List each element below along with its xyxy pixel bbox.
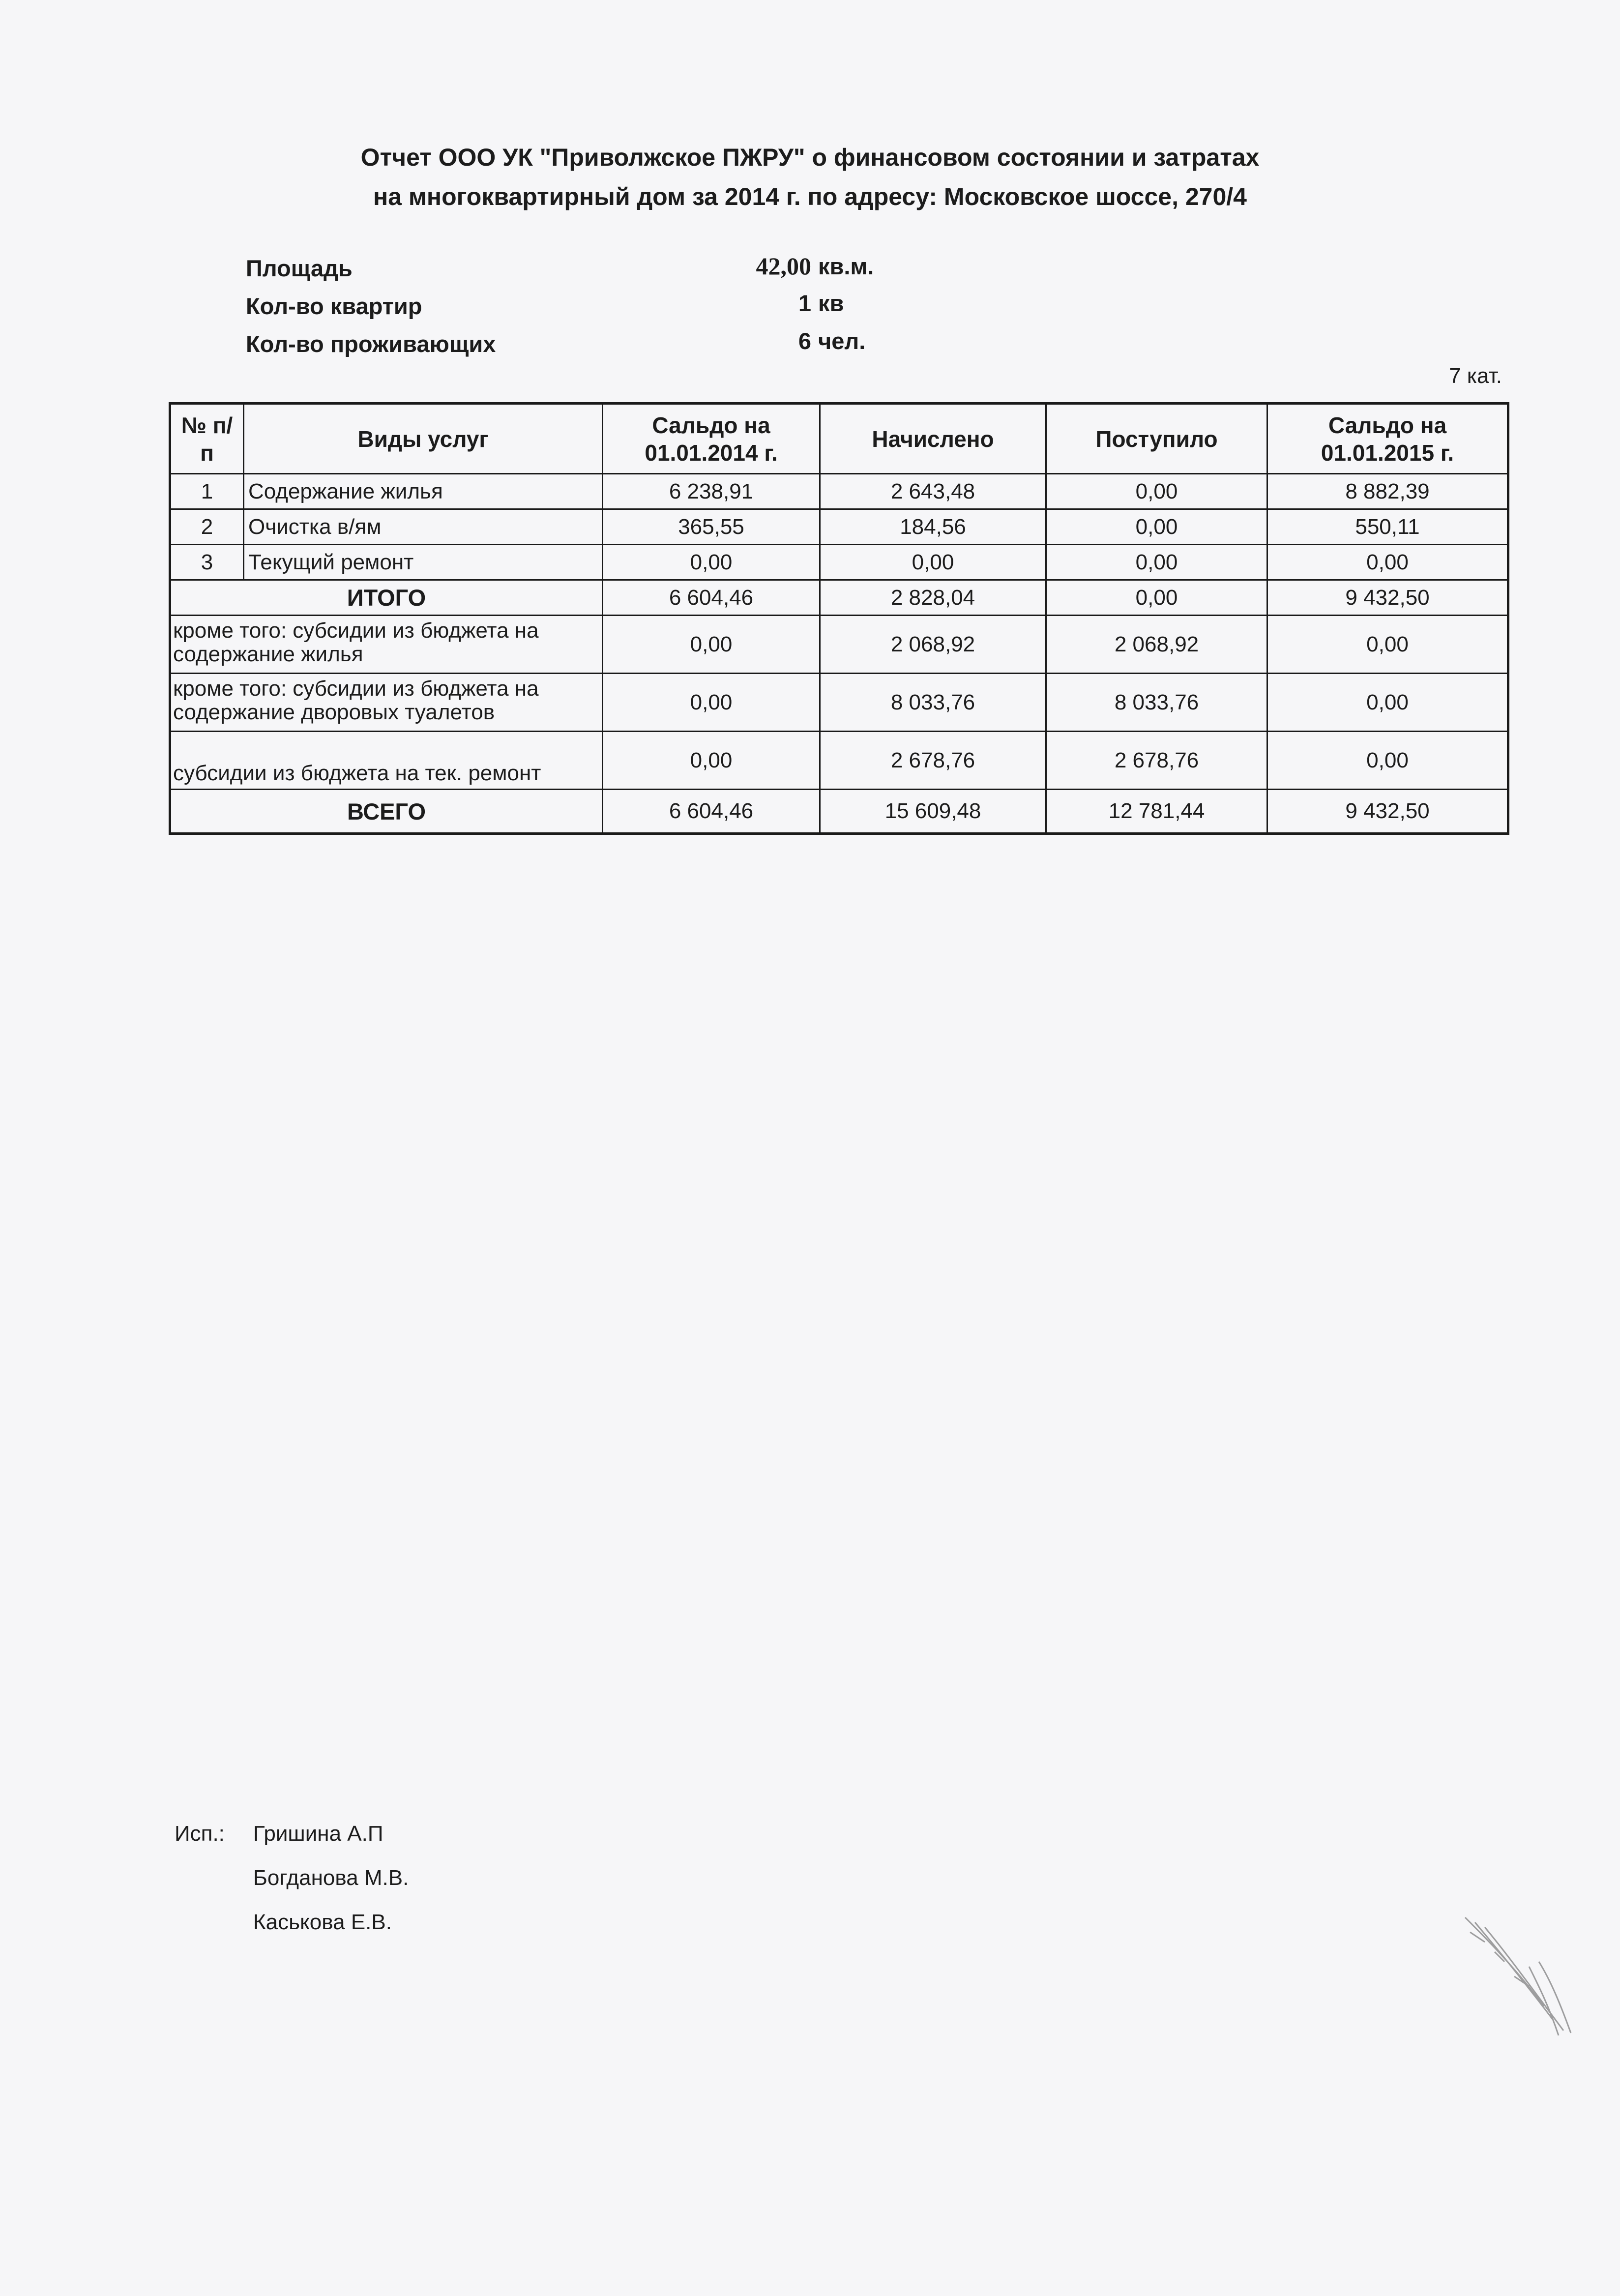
info-unit: кв.м. — [818, 253, 874, 279]
cell-received: 0,00 — [1046, 474, 1267, 509]
cell-service: Очистка в/ям — [244, 509, 603, 545]
report-title-line-1: Отчет ООО УК "Приволжское ПЖРУ" о финансовом состоянии и затратах — [360, 144, 1260, 171]
info-label: Площадь — [246, 255, 353, 281]
table-row — [170, 545, 1508, 580]
cell-num: 1 — [170, 474, 244, 509]
cell-charged: 2 678,76 — [820, 732, 1046, 790]
building-info — [246, 252, 934, 368]
subsidy-row — [170, 616, 1508, 674]
info-label: Кол-во проживающих — [246, 331, 496, 357]
signers-label: Исп.: — [175, 1822, 225, 1846]
cell-balance-start: 0,00 — [603, 674, 820, 732]
info-value: 1 — [798, 290, 811, 316]
ink-smudge — [1455, 1908, 1603, 2055]
grand-total-label: ВСЕГО — [170, 790, 603, 834]
cell-balance-end: 0,00 — [1267, 674, 1508, 732]
report-title-line-2: на многоквартирный дом за 2014 г. по адресу: Московское шоссе, 270/4 — [373, 183, 1247, 210]
report-title — [0, 138, 1620, 216]
signer-name: Каськова Е.В. — [253, 1910, 392, 1934]
cell-service: Содержание жилья — [244, 474, 603, 509]
info-unit: кв — [818, 290, 844, 316]
cell-charged: 184,56 — [820, 509, 1046, 545]
info-row-area — [246, 252, 934, 293]
cell-num: 2 — [170, 509, 244, 545]
info-row-apartments — [246, 290, 934, 330]
cell-subsidy-name: кроме того: субсидии из бюджета на содержание жилья — [170, 616, 603, 674]
cell-balance-start: 0,00 — [603, 545, 820, 580]
header-balance-start: Сальдо на 01.01.2014 г. — [603, 404, 820, 474]
table-row — [170, 509, 1508, 545]
table-row — [170, 474, 1508, 509]
cell-received: 2 678,76 — [1046, 732, 1267, 790]
cell-charged: 0,00 — [820, 545, 1046, 580]
header-balance-end: Сальдо на 01.01.2015 г. — [1267, 404, 1508, 474]
signer-name: Гришина А.П — [253, 1822, 383, 1846]
cell-balance-end: 8 882,39 — [1267, 474, 1508, 509]
grand-total-row — [170, 790, 1508, 834]
cell-balance-start: 6 604,46 — [603, 790, 820, 834]
financial-report-table — [169, 402, 1509, 835]
info-value: 6 — [798, 328, 811, 354]
cell-received: 8 033,76 — [1046, 674, 1267, 732]
header-num: № п/п — [170, 404, 244, 474]
total-row — [170, 580, 1508, 616]
cell-balance-end: 9 432,50 — [1267, 580, 1508, 616]
header-charged: Начислено — [820, 404, 1046, 474]
cell-subsidy-name: кроме того: субсидии из бюджета на содержание дворовых туалетов — [170, 674, 603, 732]
cell-num: 3 — [170, 545, 244, 580]
header-service: Виды услуг — [244, 404, 603, 474]
cell-balance-end: 0,00 — [1267, 732, 1508, 790]
info-value-group — [752, 327, 865, 354]
cell-charged: 2 828,04 — [820, 580, 1046, 616]
cell-received: 2 068,92 — [1046, 616, 1267, 674]
cell-service: Текущий ремонт — [244, 545, 603, 580]
cell-balance-start: 6 238,91 — [603, 474, 820, 509]
cell-received: 0,00 — [1046, 509, 1267, 545]
total-label: ИТОГО — [170, 580, 603, 616]
cell-balance-start: 0,00 — [603, 616, 820, 674]
cell-balance-end: 9 432,50 — [1267, 790, 1508, 834]
cell-balance-start: 6 604,46 — [603, 580, 820, 616]
cell-balance-start: 365,55 — [603, 509, 820, 545]
info-value: 42,00 — [756, 252, 811, 280]
info-value-group — [752, 290, 844, 317]
cell-balance-start: 0,00 — [603, 732, 820, 790]
cell-subsidy-name: субсидии из бюджета на тек. ремонт — [170, 732, 603, 790]
cell-charged: 8 033,76 — [820, 674, 1046, 732]
category-label: 7 кат. — [1449, 364, 1502, 388]
cell-charged: 2 068,92 — [820, 616, 1046, 674]
info-label: Кол-во квартир — [246, 293, 422, 319]
subsidy-row — [170, 732, 1508, 790]
info-unit: чел. — [818, 328, 866, 354]
cell-balance-end: 0,00 — [1267, 545, 1508, 580]
cell-received: 0,00 — [1046, 580, 1267, 616]
cell-received: 12 781,44 — [1046, 790, 1267, 834]
header-received: Поступило — [1046, 404, 1267, 474]
cell-received: 0,00 — [1046, 545, 1267, 580]
cell-balance-end: 0,00 — [1267, 616, 1508, 674]
info-row-residents — [246, 330, 934, 368]
signer-name: Богданова М.В. — [253, 1866, 409, 1890]
signers-names — [253, 1822, 409, 1954]
subsidy-row — [170, 674, 1508, 732]
cell-charged: 15 609,48 — [820, 790, 1046, 834]
cell-balance-end: 550,11 — [1267, 509, 1508, 545]
cell-charged: 2 643,48 — [820, 474, 1046, 509]
info-value-group — [752, 252, 874, 280]
table-header-row — [170, 404, 1508, 474]
